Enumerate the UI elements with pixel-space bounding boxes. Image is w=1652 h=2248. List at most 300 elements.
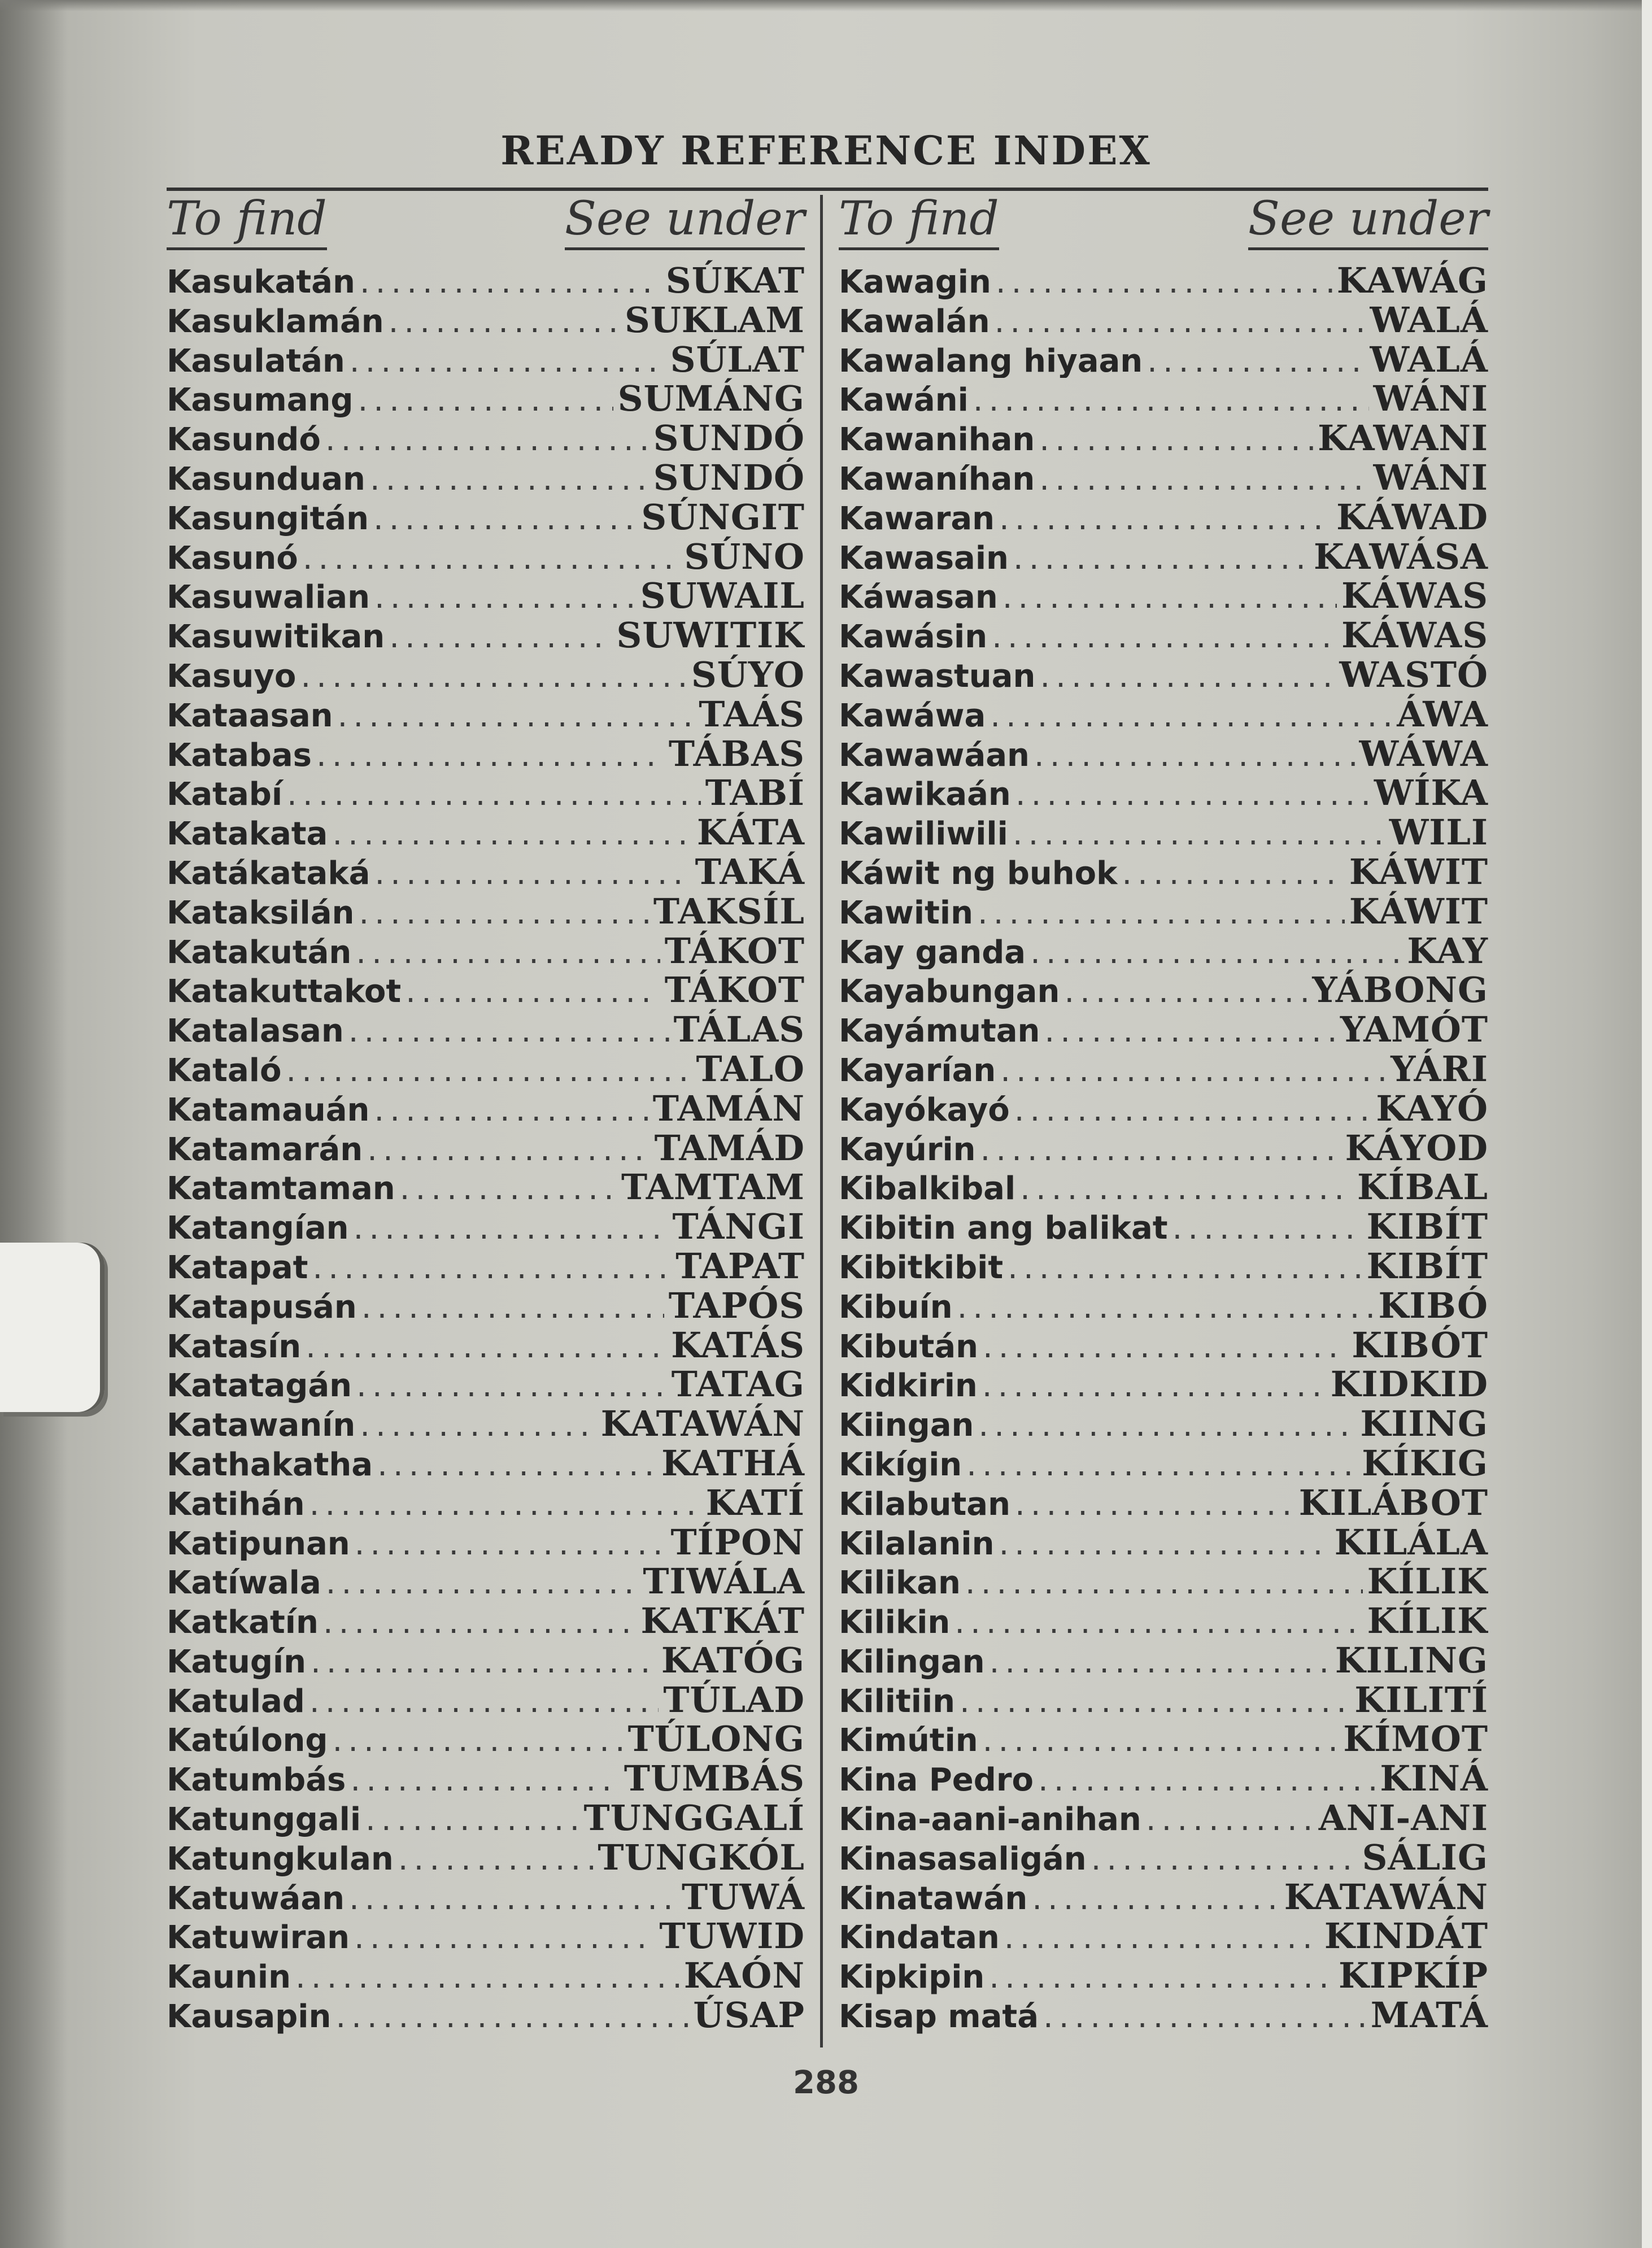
index-entry bbox=[167, 1600, 805, 1640]
entry-reference: KÁWAS bbox=[1341, 575, 1488, 615]
index-entry bbox=[839, 1127, 1488, 1167]
index-entry bbox=[839, 1285, 1488, 1325]
index-entry bbox=[167, 1088, 805, 1127]
entry-reference: TAPÓS bbox=[668, 1284, 805, 1325]
index-entry bbox=[167, 1522, 805, 1561]
entry-term: Kibuín bbox=[839, 1288, 953, 1325]
entry-reference: KATAWÁN bbox=[1284, 1876, 1488, 1916]
dot-leader bbox=[1122, 855, 1344, 891]
entry-term: Kawáni bbox=[839, 382, 969, 418]
entry-term: Kathakatha bbox=[167, 1446, 373, 1482]
entry-term: Kawanihan bbox=[839, 421, 1035, 457]
entry-term: Kawasain bbox=[839, 539, 1009, 576]
entry-term: Kasuyo bbox=[167, 657, 297, 694]
entry-term: Katihán bbox=[167, 1485, 305, 1522]
index-entry bbox=[167, 1127, 805, 1167]
dot-leader bbox=[323, 1604, 637, 1640]
index-entry bbox=[839, 536, 1488, 576]
index-entry bbox=[167, 378, 805, 417]
header-rule bbox=[167, 188, 1488, 191]
entry-reference: TUNGGALÍ bbox=[583, 1797, 805, 1837]
index-entry bbox=[839, 772, 1488, 812]
entry-reference: KAWANI bbox=[1318, 417, 1488, 457]
entry-reference: TAÁS bbox=[699, 693, 805, 733]
entry-reference: TATAG bbox=[671, 1363, 805, 1404]
entry-reference: WÁWA bbox=[1359, 733, 1488, 773]
entry-reference: TÍPON bbox=[670, 1521, 805, 1561]
entry-term: Kataló bbox=[167, 1052, 282, 1088]
dot-leader bbox=[983, 1328, 1347, 1364]
dot-leader bbox=[374, 1092, 648, 1127]
index-entry bbox=[839, 1088, 1488, 1127]
dot-leader bbox=[350, 343, 666, 378]
entry-term: Kawásin bbox=[839, 618, 988, 654]
index-entry bbox=[167, 772, 805, 812]
index-column-left bbox=[167, 192, 805, 2034]
index-entry bbox=[839, 1600, 1488, 1640]
index-entry bbox=[167, 1482, 805, 1522]
entry-term: Kilitiin bbox=[839, 1683, 956, 1719]
dot-leader bbox=[1002, 579, 1337, 615]
entry-term: Kasunduan bbox=[167, 460, 365, 496]
entry-term: Káwit ng buhok bbox=[839, 855, 1118, 891]
dot-leader bbox=[398, 1841, 594, 1876]
entry-reference: KATAWÁN bbox=[600, 1403, 805, 1443]
index-entry bbox=[167, 1363, 805, 1403]
index-entry bbox=[167, 1797, 805, 1837]
dot-leader bbox=[326, 1565, 639, 1600]
dot-leader bbox=[316, 737, 664, 773]
dot-leader bbox=[999, 1526, 1330, 1561]
entry-reference: KATKÁT bbox=[640, 1600, 805, 1640]
dot-leader bbox=[355, 1526, 666, 1561]
index-entry bbox=[839, 496, 1488, 536]
index-entry bbox=[839, 1245, 1488, 1285]
entry-term: Kasukatán bbox=[167, 264, 355, 299]
index-entry bbox=[167, 1561, 805, 1600]
entry-reference: TÚLAD bbox=[663, 1679, 805, 1719]
index-entry bbox=[167, 891, 805, 930]
entry-term: Kibitkibit bbox=[839, 1249, 1004, 1285]
dot-leader bbox=[303, 540, 680, 576]
index-entry bbox=[167, 496, 805, 536]
entry-reference: WALÁ bbox=[1370, 338, 1488, 378]
entry-reference: KÁTA bbox=[697, 812, 805, 851]
index-entry bbox=[167, 1166, 805, 1206]
dot-leader bbox=[360, 1407, 596, 1443]
page-gutter-shadow bbox=[0, 0, 68, 2248]
index-entry bbox=[839, 1837, 1488, 1876]
index-entry bbox=[839, 1009, 1488, 1048]
dot-leader bbox=[359, 895, 649, 930]
index-entry bbox=[839, 654, 1488, 694]
entry-reference: KAÓN bbox=[683, 1955, 805, 1995]
index-entry bbox=[839, 1955, 1488, 1994]
entry-reference: TUWÁ bbox=[682, 1876, 805, 1916]
column-header bbox=[839, 192, 1488, 260]
dot-leader bbox=[1015, 776, 1370, 812]
entry-reference: KÁYOD bbox=[1345, 1127, 1488, 1167]
entry-term: Kipkipin bbox=[839, 1959, 985, 1995]
entry-reference: KATÍ bbox=[705, 1482, 805, 1522]
dot-leader bbox=[1020, 1170, 1353, 1206]
entry-reference: KÁWIT bbox=[1349, 851, 1488, 891]
entry-reference: TÁLAS bbox=[673, 1009, 805, 1048]
dot-leader bbox=[989, 1959, 1334, 1994]
entry-reference: KAWÁSA bbox=[1313, 535, 1488, 576]
entry-reference: KIBÓ bbox=[1378, 1284, 1488, 1325]
entry-term: Kasundó bbox=[167, 421, 321, 457]
dot-leader bbox=[1034, 737, 1355, 773]
dot-leader bbox=[325, 421, 649, 457]
dot-leader bbox=[332, 816, 692, 851]
entry-reference: KÍMOT bbox=[1343, 1718, 1488, 1758]
entry-reference: WÁNI bbox=[1373, 378, 1488, 418]
index-entry bbox=[839, 417, 1488, 457]
column-header bbox=[167, 192, 805, 260]
entry-term: Kaunin bbox=[167, 1959, 291, 1995]
entry-term: Kilabutan bbox=[839, 1485, 1010, 1522]
entry-term: Kasunó bbox=[167, 539, 298, 576]
entry-reference: KÁWAD bbox=[1336, 496, 1488, 536]
dot-leader bbox=[406, 973, 660, 1009]
dot-leader bbox=[300, 658, 687, 694]
index-column-right bbox=[839, 192, 1488, 2034]
entry-term: Kisap matá bbox=[839, 1998, 1039, 2034]
page-number: 288 bbox=[793, 2064, 859, 2101]
index-entry bbox=[839, 1718, 1488, 1758]
index-entry bbox=[167, 1403, 805, 1443]
index-entry bbox=[839, 812, 1488, 851]
entry-term: Kina-aani-anihan bbox=[839, 1801, 1141, 1837]
dot-leader bbox=[349, 1880, 677, 1916]
entry-reference: SUNDÓ bbox=[653, 456, 805, 496]
entry-reference: SUMÁNG bbox=[617, 378, 805, 418]
index-entry bbox=[167, 1837, 805, 1876]
entry-reference: KÍLIK bbox=[1367, 1561, 1488, 1601]
entry-term: Kiingan bbox=[839, 1407, 974, 1443]
dot-leader bbox=[1013, 816, 1385, 851]
index-entry bbox=[839, 1403, 1488, 1443]
index-entry bbox=[167, 457, 805, 496]
dot-leader bbox=[1030, 934, 1402, 970]
see-under-heading: See under bbox=[564, 192, 805, 246]
entry-term: Katulad bbox=[167, 1683, 305, 1719]
entry-reference: SUWITIK bbox=[616, 615, 805, 654]
entry-reference: SUNDÓ bbox=[653, 417, 805, 457]
dot-leader bbox=[310, 1683, 659, 1719]
dot-leader bbox=[306, 1328, 666, 1364]
index-entry bbox=[839, 1679, 1488, 1719]
index-entry bbox=[167, 1285, 805, 1325]
dot-leader bbox=[1015, 1486, 1294, 1522]
entry-reference: TÁNGI bbox=[672, 1206, 805, 1245]
entry-term: Katakuttakot bbox=[167, 973, 402, 1009]
entry-reference: KÁWAS bbox=[1341, 615, 1488, 654]
entry-term: Katákataká bbox=[167, 855, 370, 891]
index-entry bbox=[167, 299, 805, 339]
entry-term: Káwasan bbox=[839, 579, 998, 615]
dot-leader bbox=[1147, 343, 1365, 378]
index-entry bbox=[167, 417, 805, 457]
dot-leader bbox=[978, 895, 1345, 930]
entry-reference: SUWAIL bbox=[640, 575, 805, 615]
index-entry bbox=[839, 378, 1488, 417]
entry-term: Kasuklamán bbox=[167, 303, 384, 339]
index-entry bbox=[167, 615, 805, 654]
entry-reference: KIBÍT bbox=[1366, 1245, 1488, 1285]
page-top-shadow bbox=[0, 0, 1652, 11]
index-entry bbox=[839, 930, 1488, 970]
index-entry bbox=[167, 1718, 805, 1758]
entry-reference: KILING bbox=[1335, 1639, 1488, 1679]
dot-leader bbox=[1172, 1210, 1362, 1245]
dot-leader bbox=[1013, 540, 1309, 576]
entry-reference: YÁRI bbox=[1391, 1048, 1488, 1088]
entry-term: Kasungitán bbox=[167, 500, 369, 536]
index-entry bbox=[839, 694, 1488, 733]
entry-term: Kinatawán bbox=[839, 1880, 1028, 1916]
entry-term: Kawastuan bbox=[839, 657, 1036, 694]
index-entry bbox=[167, 1679, 805, 1719]
entry-reference: KIDKID bbox=[1330, 1363, 1488, 1404]
dot-leader bbox=[374, 855, 690, 891]
dot-leader bbox=[1039, 421, 1313, 457]
dot-leader bbox=[1004, 1919, 1320, 1955]
entry-term: Katungkulan bbox=[167, 1840, 394, 1876]
index-entry bbox=[167, 1009, 805, 1048]
index-entry bbox=[839, 891, 1488, 930]
entry-reference: TAKSÍL bbox=[653, 890, 805, 930]
dot-leader bbox=[978, 1407, 1355, 1443]
entry-term: Kilikin bbox=[839, 1604, 951, 1640]
entry-term: Katasín bbox=[167, 1328, 302, 1364]
entry-reference: TÁKOT bbox=[664, 930, 805, 970]
dot-leader bbox=[367, 1131, 650, 1167]
dot-leader bbox=[983, 1722, 1339, 1758]
entry-term: Kay ganda bbox=[839, 934, 1026, 970]
entry-reference: SÚYO bbox=[691, 654, 805, 694]
entry-reference: KILÁLA bbox=[1334, 1521, 1488, 1561]
dot-leader bbox=[992, 618, 1337, 654]
dot-leader bbox=[348, 1013, 669, 1048]
dot-leader bbox=[373, 500, 637, 536]
to-find-heading: To find bbox=[839, 192, 999, 246]
entry-reference: WÍKA bbox=[1374, 772, 1488, 812]
index-entry bbox=[167, 575, 805, 615]
index-entry bbox=[839, 1876, 1488, 1916]
entry-reference: KILITÍ bbox=[1354, 1679, 1488, 1719]
entry-term: Kibitin ang balikat bbox=[839, 1210, 1168, 1245]
entry-term: Kawitin bbox=[839, 894, 973, 930]
index-entry bbox=[167, 1640, 805, 1679]
index-entry bbox=[167, 1994, 805, 2034]
entry-reference: TUWID bbox=[659, 1915, 805, 1955]
entry-reference: KILÁBOT bbox=[1298, 1482, 1488, 1522]
entry-term: Katapusán bbox=[167, 1288, 357, 1325]
entry-reference: TÁKOT bbox=[664, 969, 805, 1009]
dot-leader bbox=[1014, 1092, 1372, 1127]
index-entry bbox=[167, 694, 805, 733]
entry-reference: TÁBAS bbox=[668, 733, 805, 773]
entry-reference: WILI bbox=[1389, 812, 1488, 851]
dot-leader bbox=[1008, 1249, 1362, 1285]
entry-term: Katuwáan bbox=[167, 1880, 345, 1916]
dot-leader bbox=[310, 1486, 701, 1522]
index-entry bbox=[839, 1797, 1488, 1837]
entry-reference: KAY bbox=[1407, 930, 1488, 970]
entry-reference: TAMÁN bbox=[652, 1087, 805, 1127]
bookmark-tab bbox=[0, 1243, 104, 1412]
dot-leader bbox=[982, 1367, 1326, 1403]
dot-leader bbox=[360, 264, 661, 299]
column-divider bbox=[820, 195, 823, 2047]
index-entry bbox=[839, 1048, 1488, 1088]
entry-reference: KINDÁT bbox=[1324, 1915, 1488, 1955]
index-entry bbox=[839, 457, 1488, 496]
entry-reference: ÁWA bbox=[1397, 693, 1488, 733]
entry-reference: SÚKAT bbox=[665, 260, 805, 299]
entry-reference: KAWÁG bbox=[1336, 260, 1488, 299]
index-entry bbox=[167, 1915, 805, 1955]
dot-leader bbox=[287, 776, 701, 812]
entry-reference: TUNGKÓL bbox=[598, 1836, 805, 1876]
index-entry bbox=[167, 1048, 805, 1088]
entry-reference: TÚLONG bbox=[627, 1718, 805, 1758]
entry-term: Kikígin bbox=[839, 1446, 962, 1482]
index-entries bbox=[167, 260, 805, 2034]
entry-reference: SÚLAT bbox=[670, 338, 805, 378]
entry-term: Katabí bbox=[167, 776, 283, 812]
dot-leader bbox=[996, 264, 1332, 299]
index-entry bbox=[167, 1245, 805, 1285]
entry-term: Katakután bbox=[167, 934, 352, 970]
dot-leader bbox=[311, 1644, 657, 1679]
dot-leader bbox=[990, 1644, 1331, 1679]
entry-term: Kausapin bbox=[167, 1998, 332, 2034]
entry-term: Katúlong bbox=[167, 1722, 328, 1758]
entry-term: Kimútin bbox=[839, 1722, 978, 1758]
index-entry bbox=[167, 339, 805, 378]
entry-term: Kidkirin bbox=[839, 1367, 978, 1404]
dot-leader bbox=[966, 1447, 1357, 1482]
entry-term: Kayúrin bbox=[839, 1131, 976, 1167]
entry-term: Kawiliwili bbox=[839, 816, 1008, 851]
index-entry bbox=[839, 1325, 1488, 1364]
dot-leader bbox=[354, 1210, 668, 1245]
dot-leader bbox=[980, 1131, 1341, 1167]
index-entry bbox=[167, 733, 805, 773]
entry-reference: KINÁ bbox=[1380, 1758, 1488, 1798]
dot-leader bbox=[1064, 973, 1307, 1009]
dot-leader bbox=[960, 1683, 1350, 1719]
entry-term: Katamtaman bbox=[167, 1170, 395, 1206]
entry-term: Kilikan bbox=[839, 1565, 961, 1601]
dot-leader bbox=[356, 1367, 667, 1403]
dot-leader bbox=[358, 382, 613, 417]
entry-term: Katamarán bbox=[167, 1131, 363, 1167]
dot-leader bbox=[389, 618, 612, 654]
entry-term: Katangían bbox=[167, 1210, 349, 1245]
index-entry bbox=[839, 1915, 1488, 1955]
dot-leader bbox=[965, 1565, 1363, 1600]
entry-term: Kilingan bbox=[839, 1643, 985, 1679]
entry-term: Kayabungan bbox=[839, 973, 1060, 1009]
entry-term: Kawáwa bbox=[839, 697, 986, 733]
index-entry bbox=[839, 1561, 1488, 1600]
dot-leader bbox=[295, 1959, 679, 1994]
entry-reference: SÚNGIT bbox=[641, 496, 805, 536]
entry-term: Kawawáan bbox=[839, 737, 1030, 773]
dot-leader bbox=[354, 1919, 655, 1955]
dot-leader bbox=[954, 1604, 1362, 1640]
entry-term: Katakata bbox=[167, 816, 328, 851]
entry-term: Kayarían bbox=[839, 1052, 996, 1088]
dot-leader bbox=[1091, 1841, 1358, 1876]
page-title: READY REFERENCE INDEX bbox=[500, 127, 1152, 174]
index-entry bbox=[839, 969, 1488, 1009]
entry-term: Katawanín bbox=[167, 1407, 356, 1443]
index-entry bbox=[839, 851, 1488, 891]
dot-leader bbox=[389, 303, 620, 339]
entry-reference: WALÁ bbox=[1370, 299, 1488, 339]
entry-reference: KIBÓT bbox=[1352, 1324, 1488, 1364]
entry-term: Kawalán bbox=[839, 303, 990, 339]
entry-term: Katapat bbox=[167, 1249, 308, 1285]
entry-term: Katalasan bbox=[167, 1013, 344, 1048]
entry-term: Kilalanin bbox=[839, 1525, 995, 1561]
entry-reference: WASTÓ bbox=[1339, 654, 1488, 694]
dot-leader bbox=[1038, 1762, 1375, 1797]
entry-reference: KIPKÍP bbox=[1338, 1955, 1488, 1995]
dot-leader bbox=[1044, 1013, 1335, 1048]
entry-reference: ANI-ANI bbox=[1318, 1797, 1488, 1837]
index-entry bbox=[839, 575, 1488, 615]
index-entry bbox=[839, 1482, 1488, 1522]
entry-reference: TAPAT bbox=[675, 1245, 805, 1285]
dot-leader bbox=[374, 579, 636, 615]
index-entry bbox=[839, 1522, 1488, 1561]
entry-term: Katuwiran bbox=[167, 1919, 350, 1955]
index-entry bbox=[167, 969, 805, 1009]
dot-leader bbox=[1000, 1052, 1386, 1088]
entry-term: Kawaran bbox=[839, 500, 995, 536]
entry-reference: SÚNO bbox=[684, 535, 805, 576]
entry-term: Katugín bbox=[167, 1643, 306, 1679]
dot-leader bbox=[377, 1447, 657, 1482]
entry-term: Kasuwalian bbox=[167, 579, 370, 615]
entry-reference: MATÁ bbox=[1370, 1994, 1488, 2034]
entry-term: Kawagin bbox=[839, 264, 991, 299]
dot-leader bbox=[312, 1249, 671, 1285]
entry-reference: KAYÓ bbox=[1376, 1087, 1488, 1127]
entry-term: Kayámutan bbox=[839, 1013, 1040, 1048]
dot-leader bbox=[1040, 658, 1335, 694]
dot-leader bbox=[973, 382, 1369, 417]
entry-reference: TAMÁD bbox=[654, 1127, 805, 1167]
entry-term: Kataksilán bbox=[167, 894, 355, 930]
entry-reference: KÍLIK bbox=[1367, 1600, 1488, 1640]
entry-reference: TIWÁLA bbox=[643, 1561, 805, 1601]
index-entry bbox=[167, 851, 805, 891]
see-under-heading: See under bbox=[1248, 192, 1488, 246]
entry-term: Katkatín bbox=[167, 1604, 319, 1640]
dot-leader bbox=[335, 1998, 688, 2034]
dot-leader bbox=[1032, 1880, 1280, 1916]
dot-leader bbox=[332, 1722, 623, 1758]
page-edge bbox=[1642, 0, 1652, 2248]
entry-reference: SUKLAM bbox=[624, 299, 805, 339]
